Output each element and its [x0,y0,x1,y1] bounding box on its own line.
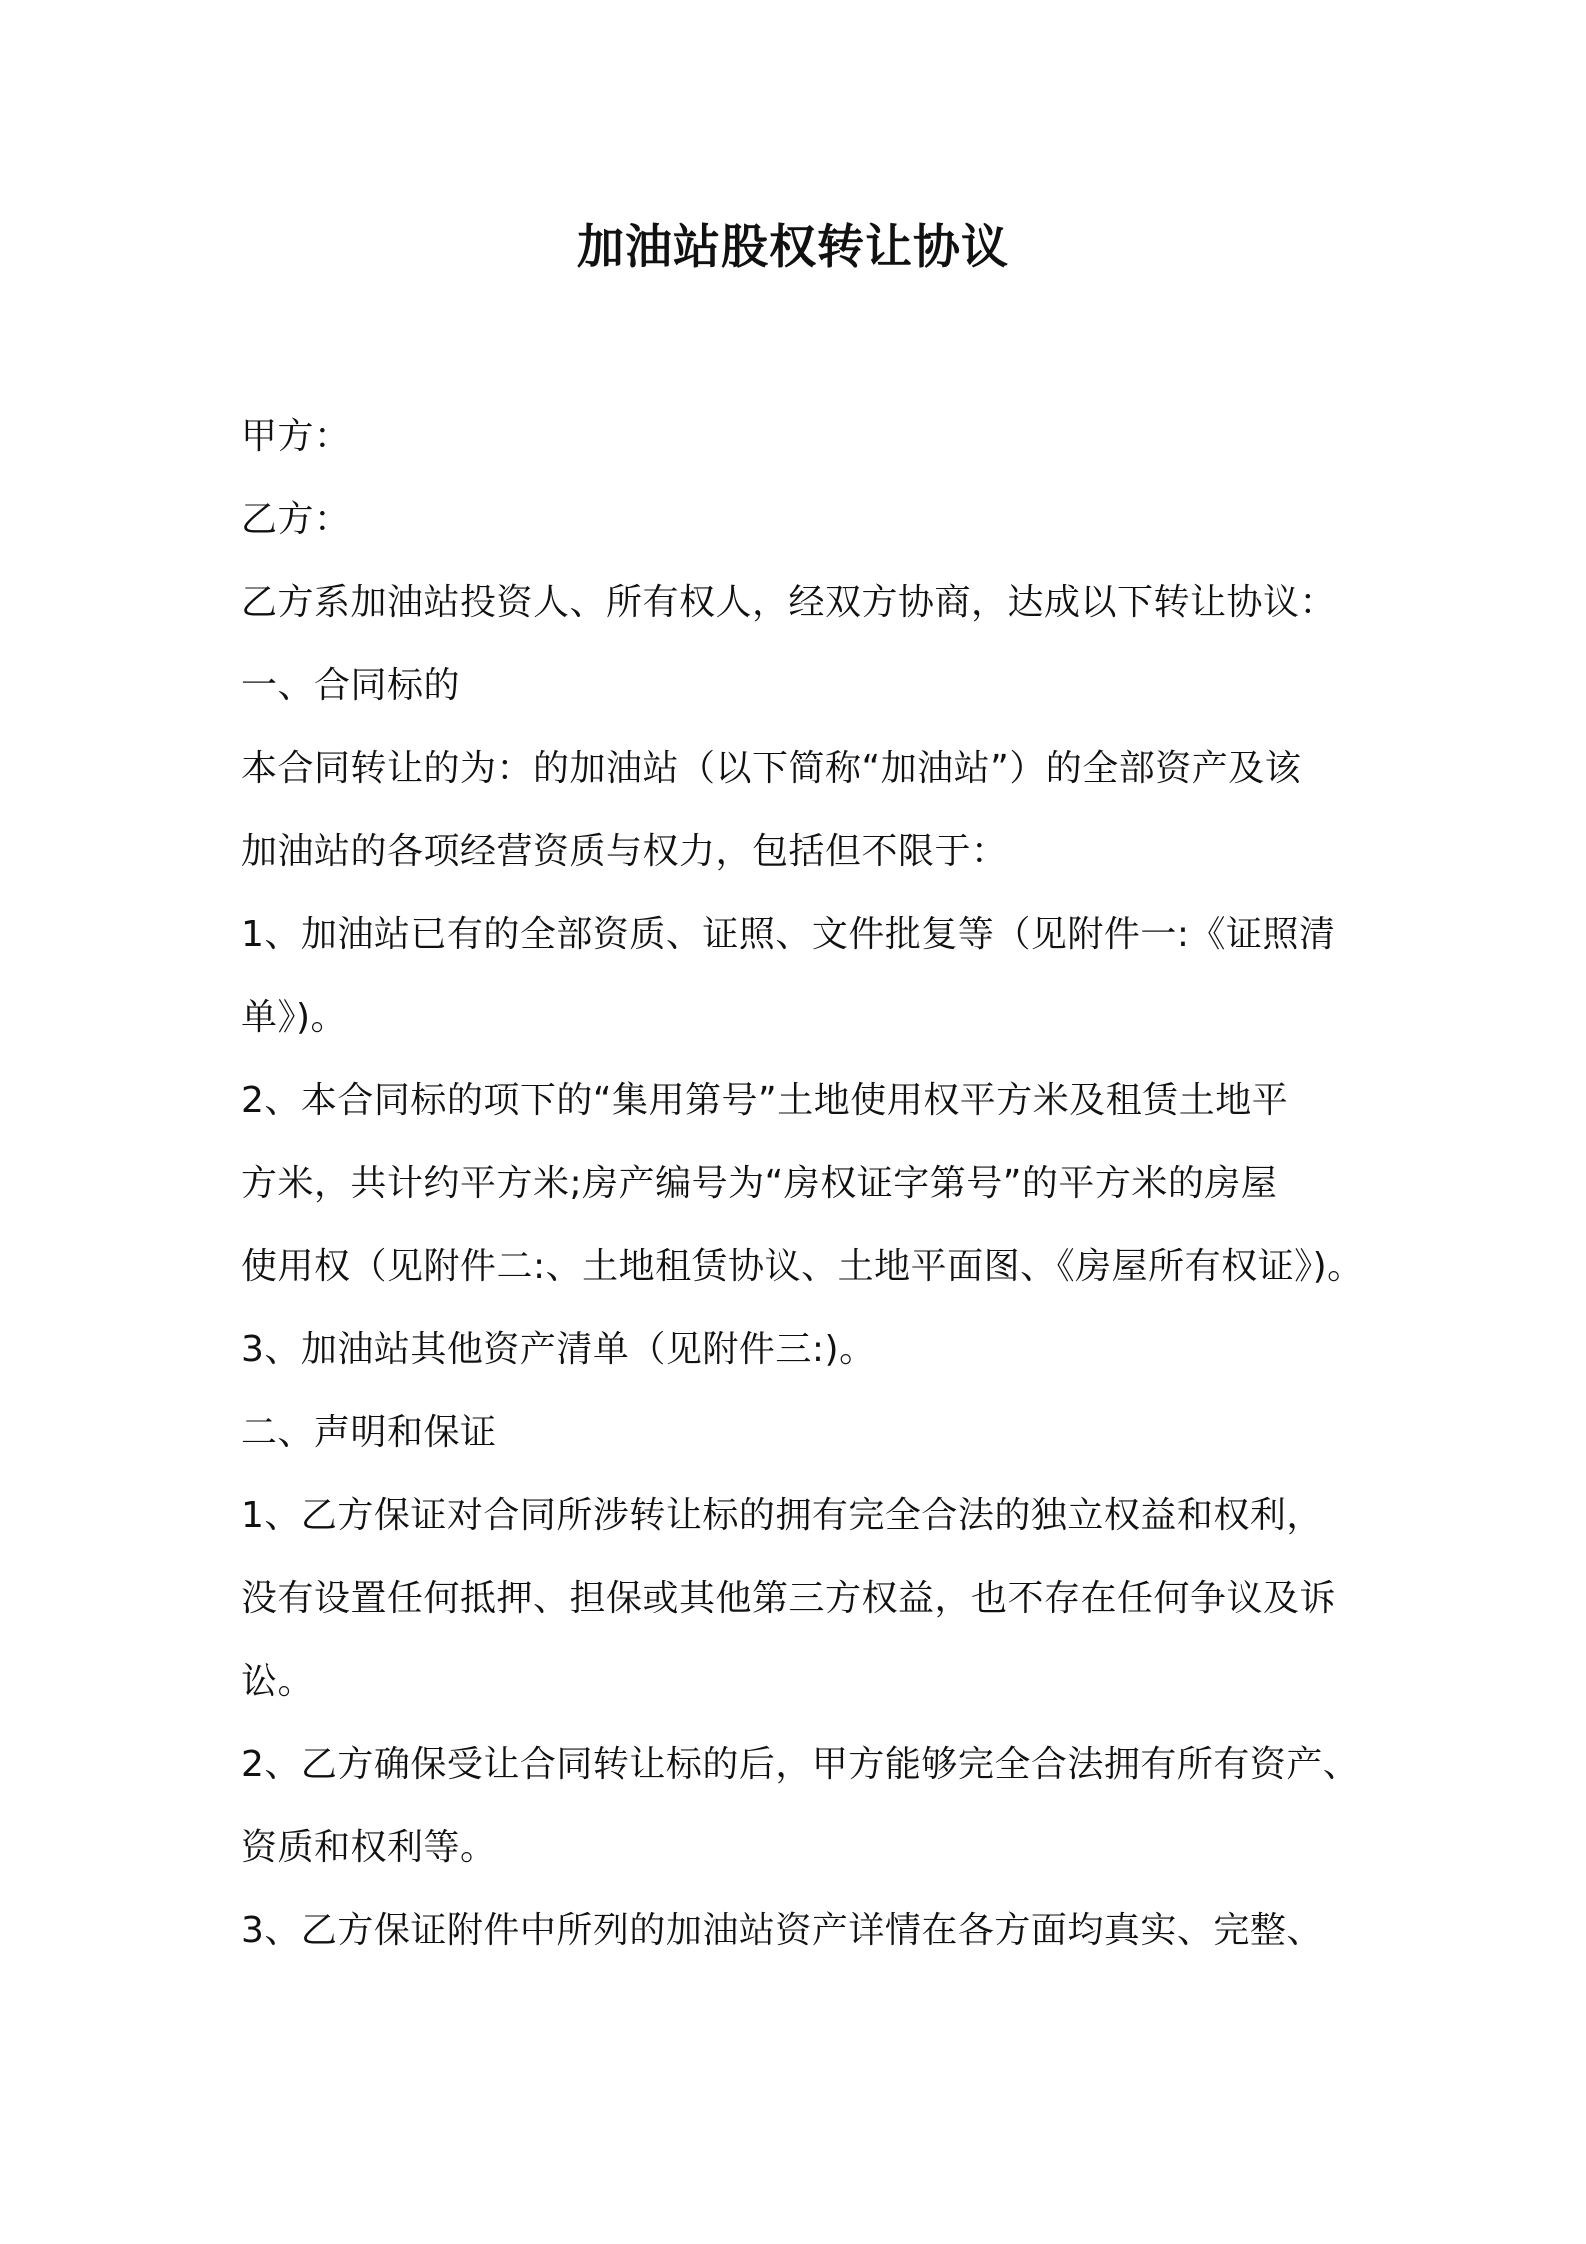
paragraph-line: 3、乙方保证附件中所列的加油站资产详情在各方面均真实、完整、 [241,1910,1323,1951]
paragraph-line: 单》)。 [241,997,348,1038]
party-b-line: 乙方： [241,499,351,540]
paragraph-line: 2、本合同标的项下的“集用第号”土地使用权平方米及租赁土地平 [241,1080,1289,1121]
paragraph-line: 方米，共计约平方米;房产编号为“房权证字第号”的平方米的房屋 [241,1163,1278,1204]
paragraph-line: 讼。 [241,1661,315,1702]
party-a-line: 甲方： [241,416,351,457]
section-heading-1: 一、合同标的 [241,665,461,706]
paragraph-line: 1、乙方保证对合同所涉转让标的拥有完全合法的独立权益和权利， [241,1495,1323,1536]
section-heading-2: 二、声明和保证 [241,1412,497,1453]
preamble-line: 乙方系加油站投资人、所有权人，经双方协商，达成以下转让协议： [241,582,1337,623]
paragraph-line: 没有设置任何抵押、担保或其他第三方权益，也不存在任何争议及诉 [241,1578,1337,1619]
paragraph-line: 1、加油站已有的全部资质、证照、文件批复等（见附件一:《证照清 [241,914,1336,955]
paragraph-line: 3、加油站其他资产清单（见附件三:)。 [241,1329,876,1370]
paragraph-line: 本合同转让的为：的加油站（以下简称“加油站”）的全部资产及该 [241,748,1302,789]
paragraph-line: 资质和权利等。 [241,1827,497,1868]
document-title: 加油站股权转让协议 [577,220,1009,275]
paragraph-line: 使用权（见附件二:、土地租赁协议、土地平面图、《房屋所有权证》)。 [241,1246,1364,1287]
paragraph-line: 加油站的各项经营资质与权力，包括但不限于： [241,831,1008,872]
paragraph-line: 2、乙方确保受让合同转让标的后，甲方能够完全合法拥有所有资产、 [241,1744,1360,1785]
